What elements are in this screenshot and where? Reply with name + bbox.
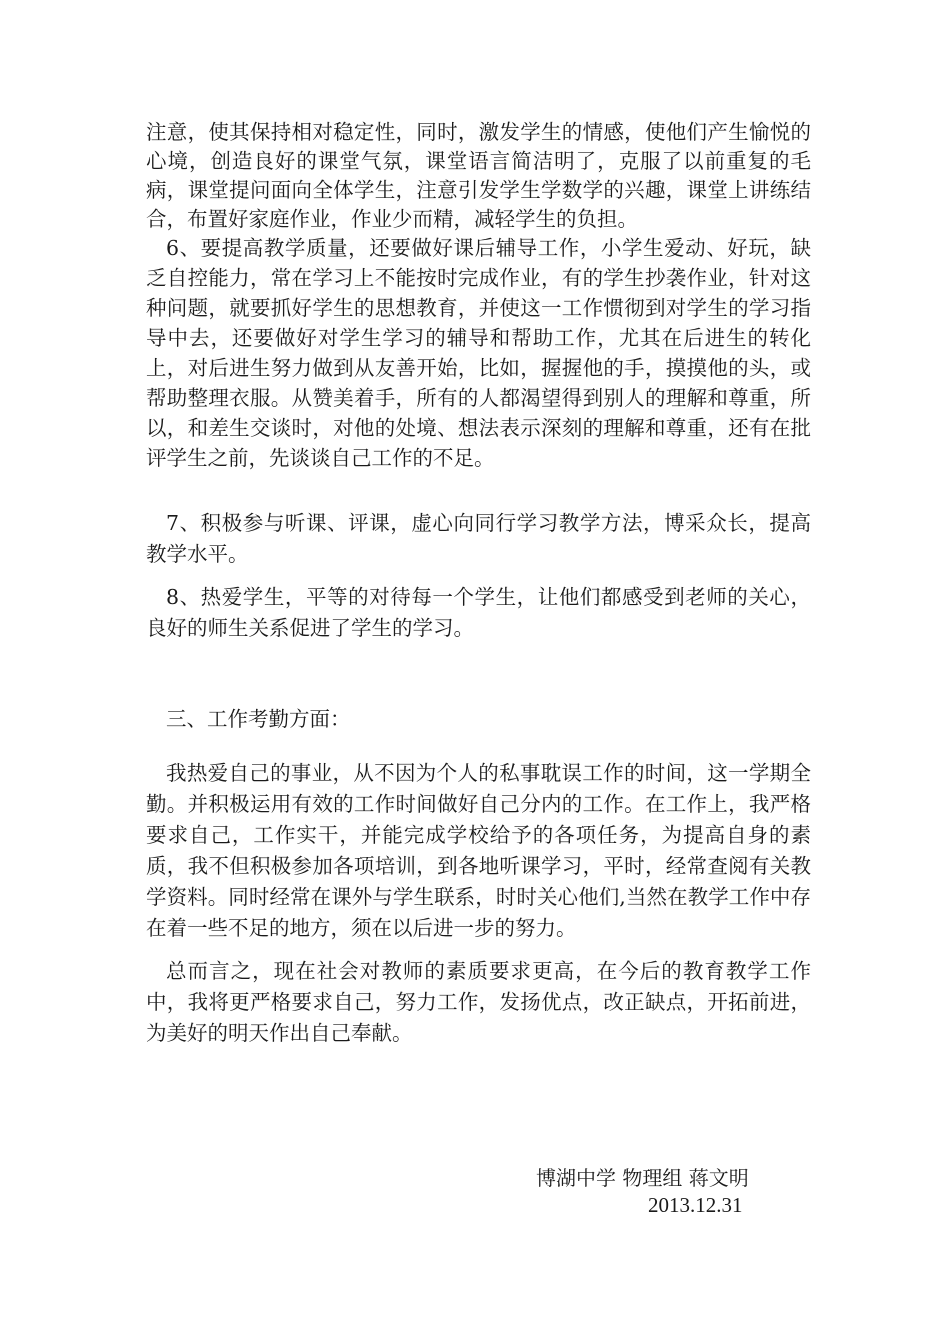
paragraph-attendance: 我热爱自己的事业，从不因为个人的私事耽误工作的时间，这一学期全勤。并积极运用有效的工作时间做好自己分内的工作。在工作上，我严格要求自己，工作实干，并能完成学校给予的各项任务，为提高自身的素质，我不但积极参加各项培训，到各地听课学习，平时，经常查阅有关教学资料。同时经常在课外与学生联系，时时关心他们,当然在教学工作中存在着一些不足的地方，须在以后进一步的努力。: [146, 761, 811, 940]
paragraph-item-8-love-students: 8、热爱学生，平等的对待每一个学生，让他们都感受到老师的关心，良好的师生关系促进了学生的学习。: [146, 585, 811, 640]
paragraph-conclusion: 总而言之，现在社会对教师的素质要求更高，在今后的教育教学工作中，我将更严格要求自己，努力工作，发扬优点，改正缺点，开拓前进，为美好的明天作出自己奉献。: [146, 959, 811, 1045]
signature-date: 2013.12.31: [648, 1193, 743, 1217]
paragraph-item-6-tutoring: 6、要提高教学质量，还要做好课后辅导工作，小学生爱动、好玩，缺乏自控能力，常在学习上不能按时完成作业，有的学生抄袭作业，针对这种问题，就要抓好学生的思想教育，并使这一工作惯彻到对学生的学习指导中去，还要做好对学生学习的辅导和帮助工作，尤其在后进生的转化上，对后进生努力做到从友善开始，比如，握握他的手，摸摸他的头，或帮助整理衣服。从赞美着手，所有的人都渴望得到别人的理解和尊重，所以，和差生交谈时，对他的处境、想法表示深刻的理解和尊重，还有在批评学生之前，先谈谈自己工作的不足。: [146, 236, 811, 470]
paragraph-teaching-attention: 注意，使其保持相对稳定性，同时，激发学生的情感，使他们产生愉悦的心境，创造良好的课堂气氛，课堂语言简洁明了，克服了以前重复的毛病，课堂提问面向全体学生，注意引发学生学数学的兴趣，课堂上讲练结合，布置好家庭作业，作业少而精，减轻学生的负担。: [146, 120, 811, 231]
paragraph-item-7-lesson-observation: 7、积极参与听课、评课，虚心向同行学习教学方法，博采众长，提高教学水平。: [146, 511, 811, 566]
section-heading-attendance: 三、工作考勤方面：: [166, 707, 351, 731]
signature-author: 博湖中学 物理组 蒋文明: [536, 1166, 749, 1190]
